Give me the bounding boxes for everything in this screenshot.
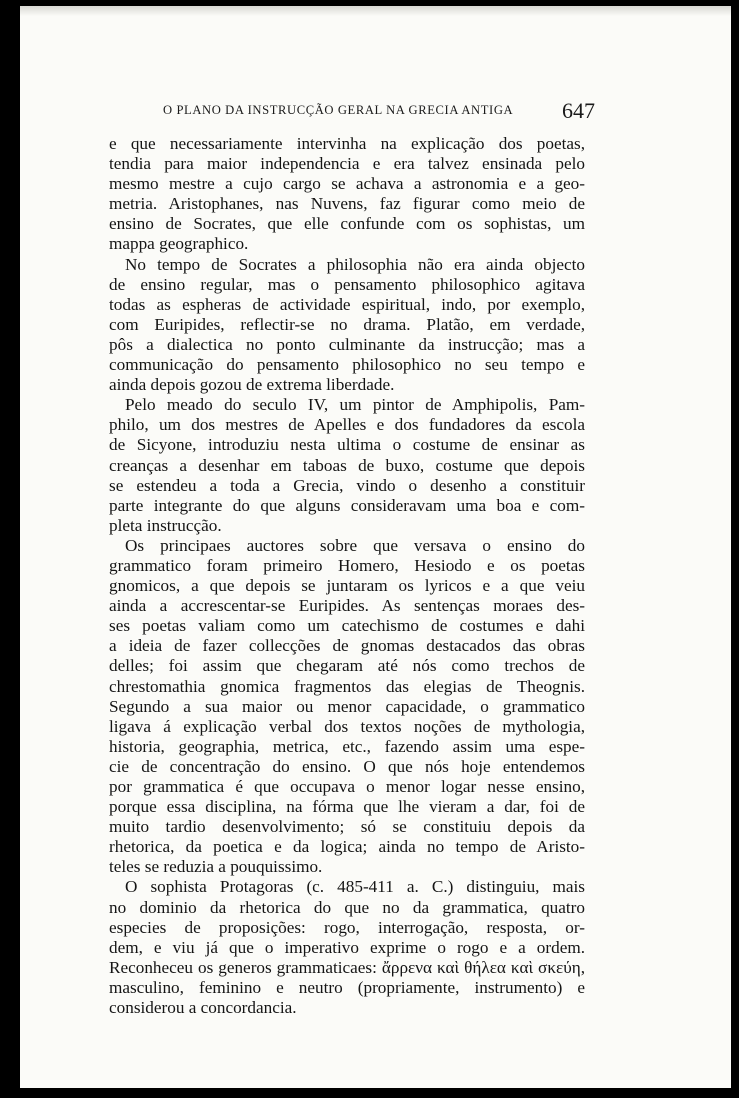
text-line: ainda a accrescentar-se Euripides. As sentenças moraes des- (109, 596, 585, 616)
text-line: Reconheceu os generos grammaticaes: ἄρρενα καὶ θήλεα καὶ σκεύη, (109, 957, 585, 977)
paragraph-grammatico (109, 536, 585, 878)
paragraph-philosophy (109, 255, 585, 396)
text-line: tendia para maior independencia e era talvez ensinada pelo (109, 154, 585, 174)
book-page (20, 6, 731, 1088)
text-line: metria. Aristophanes, nas Nuvens, faz figurar como meio de (109, 194, 585, 214)
text-line: masculino, feminino e neutro (propriamente, instrumento) e (109, 977, 585, 997)
text-line: philo, um dos mestres de Apelles e dos fundadores da escola (109, 415, 585, 435)
text-line: de Sicyone, introduziu nesta ultima o costume de ensinar as (109, 435, 585, 455)
text-line: rhetorica, da poetica e da logica; ainda no tempo de Aristo- (109, 837, 585, 857)
text-line: delles; foi assim que chegaram até nós como trechos de (109, 656, 585, 676)
body-text (109, 134, 585, 1018)
text-line: pôs a dialectica no ponto culminante da instrucção; mas a (109, 334, 585, 354)
paragraph-astronomy (109, 134, 585, 255)
text-line: pleta instrucção. (109, 515, 222, 535)
text-line: de ensino regular, mas o pensamento philosophico agitava (109, 274, 585, 294)
text-line: Pelo meado do seculo IV, um pintor de Amphipolis, Pam- (125, 395, 585, 415)
text-line: Os principaes auctores sobre que versava o ensino do (125, 535, 585, 555)
text-line: ses poetas valiam como um catechismo de costumes e dahi (109, 616, 585, 636)
page-number: 647 (562, 98, 595, 123)
text-line: creanças a desenhar em taboas de buxo, costume que depois (109, 455, 585, 475)
text-line: cie de concentração do ensino. O que nós hoje entendemos (109, 756, 585, 776)
page-top-edge (20, 6, 731, 16)
text-line: ligava á explicação verbal dos textos noções de mythologia, (109, 716, 585, 736)
text-line: teles se reduzia a pouquissimo. (109, 857, 323, 877)
text-line: a ideia de fazer collecções de gnomas destacados das obras (109, 636, 585, 656)
text-line: e que necessariamente intervinha na explicação dos poetas, (109, 134, 585, 153)
text-line: muito tardio desenvolvimento; só se constituiu depois da (109, 817, 585, 837)
text-line: O sophista Protagoras (c. 485-411 a. C.) distinguiu, mais (125, 877, 585, 897)
paragraph-drawing (109, 395, 585, 536)
text-line: communicação do pensamento philosophico no seu tempo e (109, 355, 585, 375)
text-line: Segundo a sua maior ou menor capacidade, o grammatico (109, 696, 585, 716)
text-line: por grammatica é que occupava o menor logar nesse ensino, (109, 777, 585, 796)
text-line: chrestomathia gnomica fragmentos das elegias de Theognis. (109, 676, 585, 696)
running-head (163, 100, 595, 128)
text-line: historia, geographia, metrica, etc., fazendo assim uma espe- (109, 736, 585, 756)
text-line: mesmo mestre a cujo cargo se achava a astronomia e a geo- (109, 174, 585, 194)
text-line: No tempo de Socrates a philosophia não era ainda objecto (125, 254, 585, 274)
text-line: mappa geographico. (109, 234, 249, 254)
text-line: se estendeu a toda a Grecia, vindo o desenho a constituir (109, 475, 585, 495)
text-line: dem, e viu já que o imperativo exprime o rogo e a ordem. (109, 937, 585, 957)
text-line: ensino de Socrates, que elle confunde com os sophistas, um (109, 214, 585, 234)
text-line: todas as espheras de actividade espiritual, indo, por exemplo, (109, 294, 585, 314)
running-title: O PLANO DA INSTRUCÇÃO GERAL NA GRECIA ANTIGA (163, 103, 514, 117)
text-line: especies de proposições: rogo, interrogação, resposta, or- (109, 917, 585, 937)
text-line: considerou a concordancia. (109, 998, 297, 1018)
text-line: porque essa disciplina, na fórma que lhe vieram a dar, foi de (109, 797, 585, 817)
text-line: com Euripides, reflectir-se no drama. Platão, em verdade, (109, 314, 585, 334)
text-line: parte integrante do que alguns consideravam uma boa e com- (109, 495, 585, 515)
paragraph-protagoras (109, 877, 585, 1018)
text-line: gnomicos, a que depois se juntaram os lyricos e a que veiu (109, 576, 585, 596)
text-line: no dominio da rhetorica do que no da grammatica, quatro (109, 897, 585, 917)
text-line: ainda depois gozou de extrema liberdade. (109, 375, 395, 395)
text-line: grammatico foram primeiro Homero, Hesiodo e os poetas (109, 555, 585, 575)
